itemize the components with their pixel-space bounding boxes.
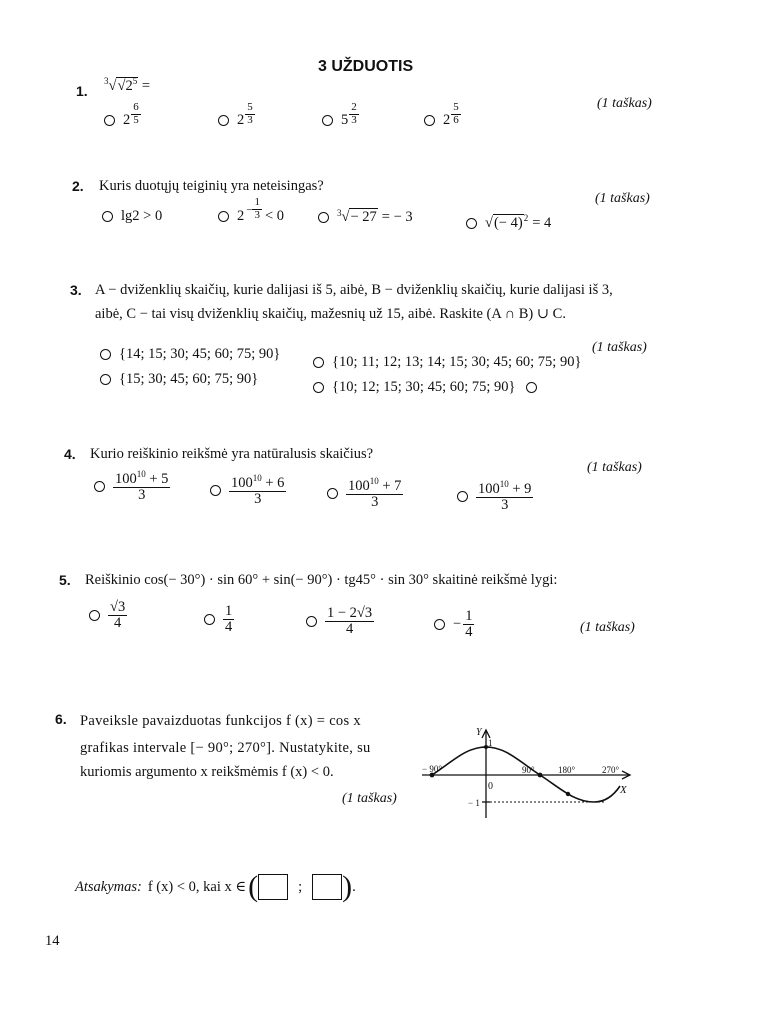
page-title: 3 UŽDUOTIS	[318, 58, 414, 75]
question-number: 4.	[64, 446, 76, 462]
origin-label: 0	[488, 781, 493, 792]
q5-option-2[interactable]: $\frac{1}{4}$	[204, 604, 234, 635]
question-number: 2.	[72, 178, 84, 194]
q3-option-1[interactable]: {14; 15; 30; 45; 60; 75; 90}	[100, 346, 280, 363]
q2-option-1[interactable]: lg2 > 0	[102, 208, 162, 225]
q1-option-4[interactable]: 2 $\frac{5}{6}$	[424, 112, 461, 129]
q6-text-line-1: Paveiksle pavaizduotas funkcijos f (x) = cos x	[80, 713, 361, 729]
radio-circle-icon[interactable]	[526, 382, 537, 393]
q2-option-4[interactable]: √ (− 4) $^2$ = 4	[466, 214, 551, 232]
tick-label: − 90°	[422, 764, 442, 774]
radio-circle-icon[interactable]	[424, 115, 435, 126]
q2-text: Kuris duotųjų teiginių yra neteisingas?	[99, 178, 324, 194]
radio-circle-icon[interactable]	[100, 349, 111, 360]
tick-label: − 1	[468, 798, 480, 808]
q4-text: Kurio reiškinio reikšmė yra natūralusis skaičius?	[90, 446, 374, 462]
question-number: 5.	[59, 572, 71, 588]
radio-circle-icon[interactable]	[327, 488, 338, 499]
q1-expression: $^3√√2^5$ =	[104, 76, 150, 94]
points-label: (1 taškas)	[597, 96, 652, 111]
answer-box-end[interactable]	[312, 874, 342, 900]
q4-option-1[interactable]: $\frac{100^{10} + 5}{3}$	[94, 470, 170, 503]
q5-option-3[interactable]: $\frac{1 - 2√3}{4}$	[306, 606, 374, 637]
q2-option-3[interactable]: $^3$ √ − 27 = − 3	[318, 208, 413, 226]
q6-text-line-3: kuriomis argumento x reikšmėmis f (x) < 0.	[80, 764, 334, 780]
radio-circle-icon[interactable]	[457, 491, 468, 502]
radio-circle-icon[interactable]	[100, 374, 111, 385]
q3-option-2[interactable]: {10; 11; 12; 13; 14; 15; 30; 45; 60; 75; 90}	[313, 354, 581, 371]
radio-circle-icon[interactable]	[313, 357, 324, 368]
q1-option-1[interactable]: 2 $\frac{6}{5}$	[104, 112, 141, 129]
q3-option-3[interactable]: {15; 30; 45; 60; 75; 90}	[100, 371, 258, 388]
q6-text-line-2: grafikas intervale [− 90°; 270°]. Nustatykite, su	[80, 740, 371, 756]
tick-label: 90°	[522, 765, 535, 775]
q6-answer: Atsakymas: f (x) < 0, kai x ∈ ( ; ) .	[75, 870, 356, 903]
radio-circle-icon[interactable]	[102, 211, 113, 222]
question-number: 3.	[70, 282, 82, 298]
q5-option-4[interactable]: − $\frac{1}{4}$	[434, 609, 474, 640]
q5-text: Reiškinio cos(− 30°) · sin 60° + sin(− 90°) · tg45° · sin 30° skaitinė reikšmė lygi:	[85, 572, 558, 588]
points-label: (1 taškas)	[592, 340, 647, 355]
radio-circle-icon[interactable]	[313, 382, 324, 393]
q3-option-4[interactable]: {10; 12; 15; 30; 45; 60; 75; 90}	[313, 379, 545, 396]
radio-circle-icon[interactable]	[104, 115, 115, 126]
tick-label: 1	[488, 738, 493, 748]
radio-circle-icon[interactable]	[318, 212, 329, 223]
y-axis-label: Y	[476, 727, 482, 738]
radio-circle-icon[interactable]	[218, 211, 229, 222]
radio-circle-icon[interactable]	[306, 616, 317, 627]
answer-box-start[interactable]	[258, 874, 288, 900]
radio-circle-icon[interactable]	[322, 115, 333, 126]
points-label: (1 taškas)	[587, 460, 642, 475]
radio-circle-icon[interactable]	[94, 481, 105, 492]
q3-text-line-2: aibė, C − tai visų dviženklių skaičių, mažesnių už 15, aibė. Raskite (A ∩ B) ∪ C.	[95, 306, 566, 322]
q1-option-2[interactable]: 2 $\frac{5}{3}$	[218, 112, 255, 129]
q5-option-1[interactable]: $\frac{√3}{4}$	[89, 600, 127, 631]
tick-label: 270°	[602, 765, 620, 775]
page-number: 14	[45, 933, 60, 949]
q2-option-2[interactable]: 2 − $\frac{1}{3}$ < 0	[218, 208, 284, 225]
question-number: 6.	[55, 711, 67, 727]
x-axis-label: X	[620, 784, 627, 796]
points-label: (1 taškas)	[580, 620, 635, 635]
radio-circle-icon[interactable]	[466, 218, 477, 229]
radio-circle-icon[interactable]	[434, 619, 445, 630]
radio-circle-icon[interactable]	[210, 485, 221, 496]
radio-circle-icon[interactable]	[218, 115, 229, 126]
tick-label: 180°	[558, 765, 576, 775]
points-label: (1 taškas)	[342, 791, 397, 806]
q4-option-2[interactable]: $\frac{100^{10} + 6}{3}$	[210, 474, 286, 507]
radio-circle-icon[interactable]	[204, 614, 215, 625]
cosine-graph	[418, 722, 638, 822]
q3-text-line-1: A − dviženklių skaičių, kurie dalijasi iš 5, aibė, B − dviženklių skaičių, kurie dalijasi iš 3,	[95, 282, 613, 298]
q4-option-4[interactable]: $\frac{100^{10} + 9}{3}$	[457, 480, 533, 513]
radio-circle-icon[interactable]	[89, 610, 100, 621]
points-label: (1 taškas)	[595, 191, 650, 206]
question-number: 1.	[76, 83, 88, 99]
q1-option-3[interactable]: 5 $\frac{2}{3}$	[322, 112, 359, 129]
q4-option-3[interactable]: $\frac{100^{10} + 7}{3}$	[327, 477, 403, 510]
